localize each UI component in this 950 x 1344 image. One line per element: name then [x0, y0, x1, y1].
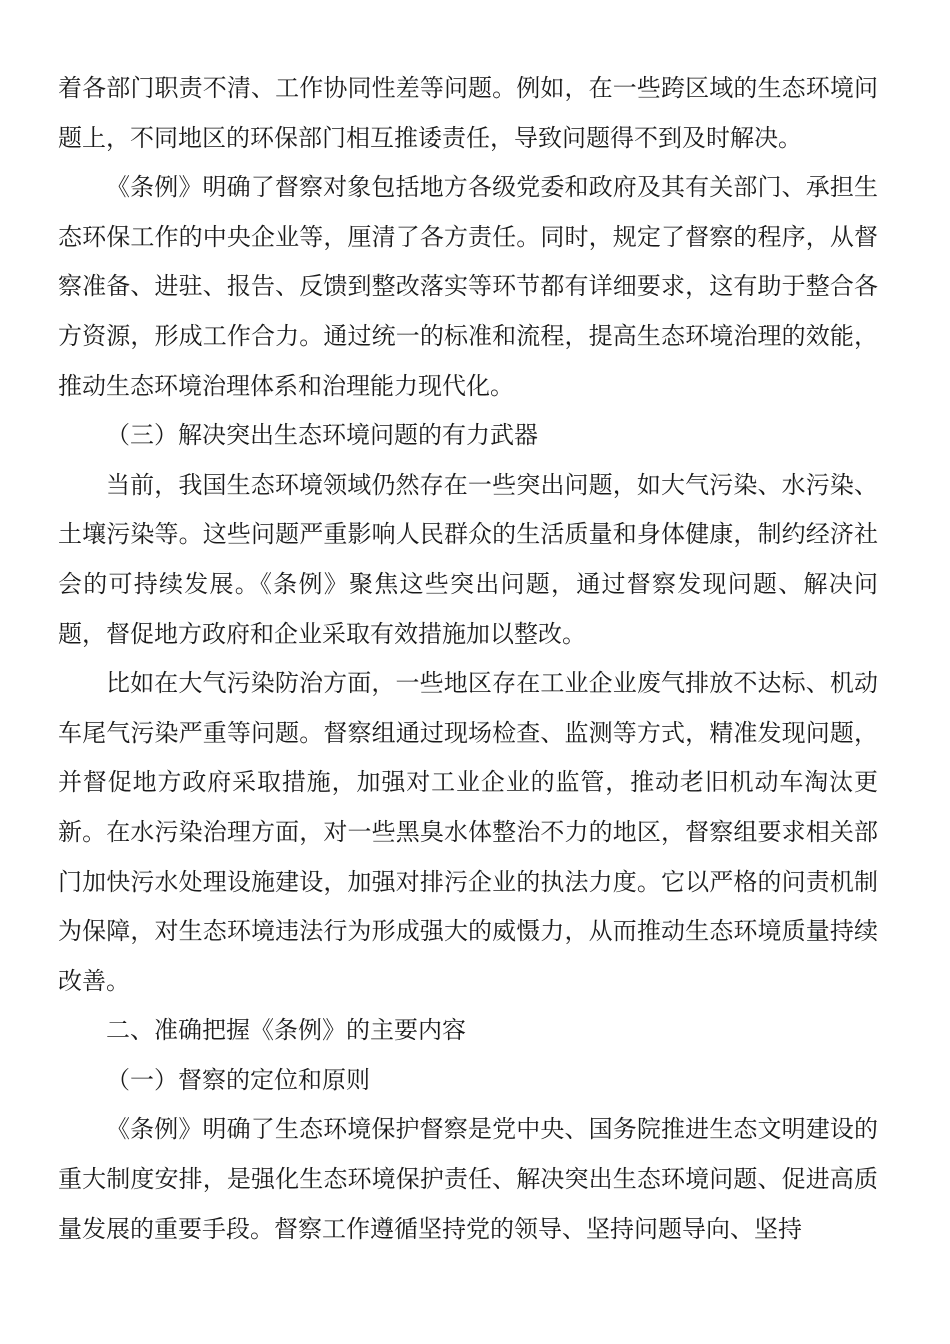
chapter-heading-2: 二、准确把握《条例》的主要内容 [106, 1016, 466, 1045]
paragraph-continuation: 着各部门职责不清、工作协同性差等问题。例如，在一些跨区域的生态环境问题上，不同地区的环保部门相互推诿责任，导致问题得不到及时解决。 [58, 74, 878, 152]
paragraph-positioning: 《条例》明确了生态环境保护督察是党中央、国务院推进生态文明建设的重大制度安排，是强化生态环境保护责任、解决突出生态环境问题、促进高质量发展的重要手段。督察工作遵循坚持党的领导、坚持问题导向、坚持 [58, 1115, 878, 1243]
paragraph-responsibility: 《条例》明确了督察对象包括地方各级党委和政府及其有关部门、承担生态环保工作的中央企业等，厘清了各方责任。同时，规定了督察的程序，从督察准备、进驻、报告、反馈到整改落实等环节都有详细要求，这有助于整合各方资源，形成工作合力。通过统一的标准和流程，提高生态环境治理的效能，推动生态环境治理体系和治理能力现代化。 [58, 173, 878, 400]
paragraph-current-issues: 当前，我国生态环境领域仍然存在一些突出问题，如大气污染、水污染、土壤污染等。这些问题严重影响人民群众的生活质量和身体健康，制约经济社会的可持续发展。《条例》聚焦这些突出问题，通过督察发现问题、解决问题，督促地方政府和企业采取有效措施加以整改。 [58, 470, 878, 648]
document-page [58, 64, 878, 1254]
paragraph-examples: 比如在大气污染防治方面，一些地区存在工业企业废气排放不达标、机动车尾气污染严重等问题。督察组通过现场检查、监测等方式，精准发现问题，并督促地方政府采取措施，加强对工业企业的监管，推动老旧机动车淘汰更新。在水污染治理方面，对一些黑臭水体整治不力的地区，督察组要求相关部门加快污水处理设施建设，加强对排污企业的执法力度。它以严格的问责机制为保障，对生态环境违法行为形成强大的威慑力，从而推动生态环境质量持续改善。 [58, 669, 878, 995]
section-heading-1: （一）督察的定位和原则 [106, 1065, 370, 1094]
section-heading-3: （三）解决突出生态环境问题的有力武器 [106, 421, 538, 450]
